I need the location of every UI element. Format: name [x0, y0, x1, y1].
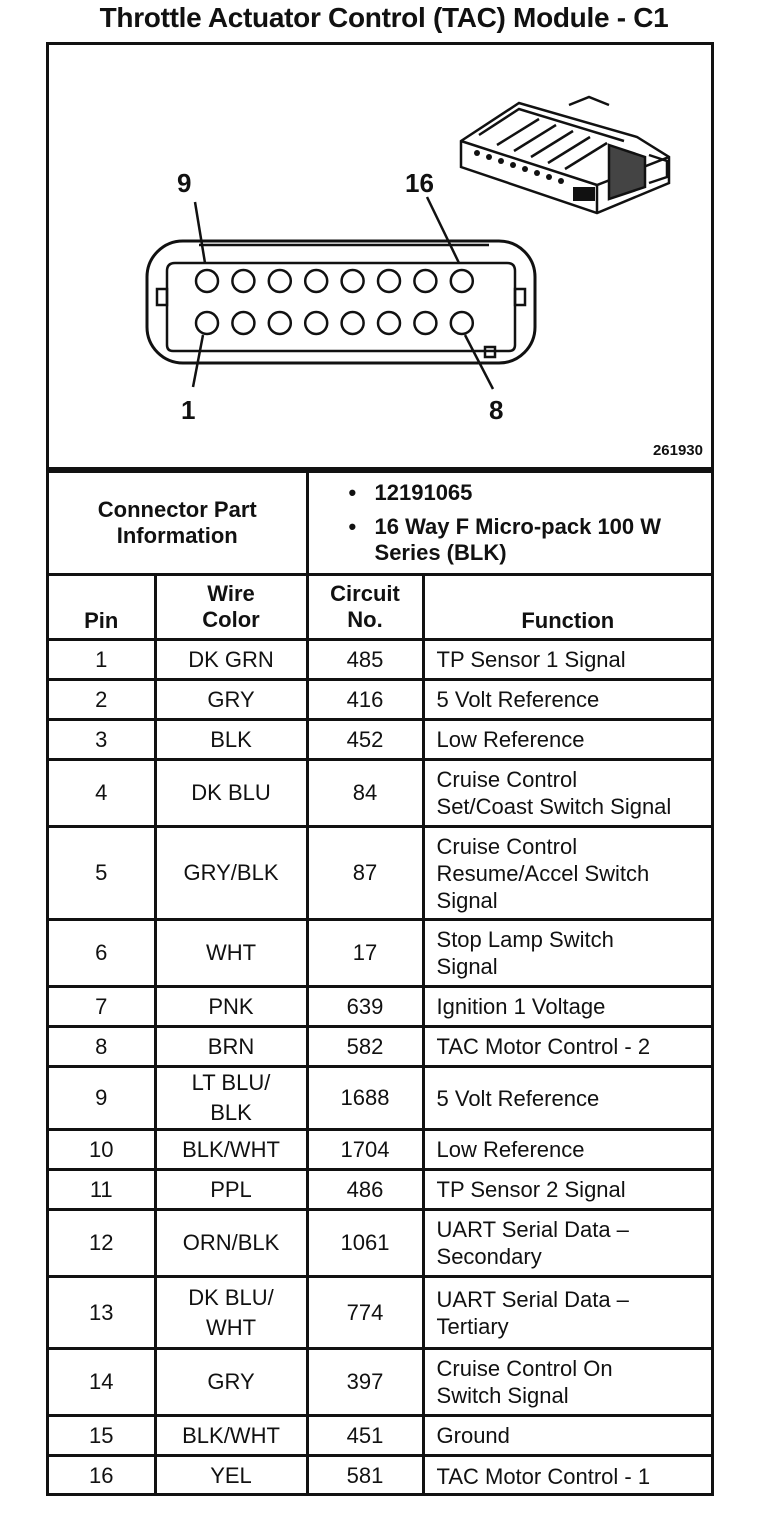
pin-cell: 14 — [49, 1349, 155, 1416]
wire-color-cell: PNK — [155, 987, 307, 1027]
pin-cell: 2 — [49, 680, 155, 720]
function-cell: Stop Lamp Switch Signal — [423, 920, 711, 987]
connector-description: • 16 Way F Micro-pack 100 W Series (BLK) — [349, 514, 712, 566]
table-row — [49, 987, 711, 1027]
pin-cell: 1 — [49, 640, 155, 680]
function-cell: Low Reference — [423, 1130, 711, 1170]
function-cell: Cruise Control On Switch Signal — [423, 1349, 711, 1416]
table-row — [49, 1067, 711, 1130]
table-row — [49, 1277, 711, 1349]
page-title: Throttle Actuator Control (TAC) Module - C1 — [99, 2, 669, 33]
pin-hole — [269, 270, 291, 292]
header-row — [49, 575, 711, 640]
circuit-cell: 485 — [307, 640, 423, 680]
pin-hole — [305, 270, 327, 292]
function-cell: Cruise Control Set/Coast Switch Signal — [423, 760, 711, 827]
connector-info-label: Connector Part Information — [49, 472, 307, 575]
function-cell: Ground — [423, 1416, 711, 1456]
table-row — [49, 680, 711, 720]
pin-label-8: 8 — [489, 395, 504, 425]
pin-cell: 8 — [49, 1027, 155, 1067]
function-cell: TAC Motor Control - 1 — [423, 1456, 711, 1496]
pin-cell: 15 — [49, 1416, 155, 1456]
wire-color-cell: BRN — [155, 1027, 307, 1067]
table-row — [49, 1027, 711, 1067]
connector-3d-sketch — [461, 97, 669, 213]
wire-color-cell: LT BLU/ BLK — [155, 1067, 307, 1130]
pin-cell: 7 — [49, 987, 155, 1027]
circuit-cell: 639 — [307, 987, 423, 1027]
pin-cell: 12 — [49, 1210, 155, 1277]
wire-color-cell: GRY — [155, 1349, 307, 1416]
wire-color-cell: BLK/WHT — [155, 1416, 307, 1456]
table-row — [49, 920, 711, 987]
circuit-cell: 774 — [307, 1277, 423, 1349]
circuit-cell: 486 — [307, 1170, 423, 1210]
circuit-cell: 87 — [307, 827, 423, 920]
pin-hole — [378, 312, 400, 334]
pin-hole — [305, 312, 327, 334]
wire-color-cell: DK BLU — [155, 760, 307, 827]
connector-drawing — [49, 45, 711, 467]
function-cell: TP Sensor 2 Signal — [423, 1170, 711, 1210]
table-row — [49, 720, 711, 760]
pin-hole — [269, 312, 291, 334]
circuit-cell: 1061 — [307, 1210, 423, 1277]
wire-color-cell: GRY/BLK — [155, 827, 307, 920]
pin-hole — [414, 270, 436, 292]
connector-sheet — [46, 42, 714, 1496]
pin-hole — [342, 270, 364, 292]
circuit-cell: 397 — [307, 1349, 423, 1416]
pin-hole — [451, 270, 473, 292]
circuit-cell: 452 — [307, 720, 423, 760]
table-row — [49, 1210, 711, 1277]
pin-hole — [196, 312, 218, 334]
connector-diagram — [49, 45, 711, 470]
wire-color-cell: GRY — [155, 680, 307, 720]
function-cell: 5 Volt Reference — [423, 680, 711, 720]
part-number: • 12191065 — [349, 480, 712, 506]
function-cell: Cruise Control Resume/Accel Switch Signal — [423, 827, 711, 920]
header-pin: Pin — [49, 575, 155, 640]
pin-cell: 11 — [49, 1170, 155, 1210]
wire-color-cell: DK GRN — [155, 640, 307, 680]
table-row — [49, 760, 711, 827]
pin-label-9: 9 — [177, 168, 192, 198]
table-row — [49, 1130, 711, 1170]
wire-color-cell: YEL — [155, 1456, 307, 1496]
pin-cell: 3 — [49, 720, 155, 760]
pin-hole — [378, 270, 400, 292]
header-circuit: Circuit No. — [307, 575, 423, 640]
circuit-cell: 1704 — [307, 1130, 423, 1170]
pin-cell: 6 — [49, 920, 155, 987]
connector-info-row — [49, 472, 711, 575]
pin-cell: 9 — [49, 1067, 155, 1130]
circuit-cell: 581 — [307, 1456, 423, 1496]
function-cell: 5 Volt Reference — [423, 1067, 711, 1130]
circuit-cell: 451 — [307, 1416, 423, 1456]
function-cell: Ignition 1 Voltage — [423, 987, 711, 1027]
pin-leader-lines — [193, 197, 493, 389]
wire-color-cell: WHT — [155, 920, 307, 987]
pinout-table — [49, 470, 711, 1496]
pin-hole — [451, 312, 473, 334]
table-row — [49, 1349, 711, 1416]
pin-label-16: 16 — [405, 168, 434, 198]
circuit-cell: 582 — [307, 1027, 423, 1067]
circuit-cell: 416 — [307, 680, 423, 720]
circuit-cell: 84 — [307, 760, 423, 827]
header-wire-color: Wire Color — [155, 575, 307, 640]
wire-color-cell: DK BLU/ WHT — [155, 1277, 307, 1349]
function-cell: Low Reference — [423, 720, 711, 760]
circuit-cell: 17 — [307, 920, 423, 987]
function-cell: TAC Motor Control - 2 — [423, 1027, 711, 1067]
pin-hole — [232, 312, 254, 334]
pin-cell: 10 — [49, 1130, 155, 1170]
wire-color-cell: PPL — [155, 1170, 307, 1210]
pin-cell: 5 — [49, 827, 155, 920]
circuit-cell: 1688 — [307, 1067, 423, 1130]
pin-cell: 16 — [49, 1456, 155, 1496]
pin-hole — [196, 270, 218, 292]
connector-pin-holes — [196, 270, 473, 334]
connector-info-value — [307, 472, 711, 575]
table-row — [49, 1456, 711, 1496]
table-row — [49, 827, 711, 920]
pin-hole — [232, 270, 254, 292]
image-id: 261930 — [652, 442, 703, 459]
pin-label-1: 1 — [181, 395, 196, 425]
table-row — [49, 640, 711, 680]
pin-cell: 4 — [49, 760, 155, 827]
pin-hole — [414, 312, 436, 334]
wire-color-cell: ORN/BLK — [155, 1210, 307, 1277]
wire-color-cell: BLK — [155, 720, 307, 760]
wire-color-cell: BLK/WHT — [155, 1130, 307, 1170]
function-cell: UART Serial Data – Secondary — [423, 1210, 711, 1277]
pin-hole — [342, 312, 364, 334]
pin-cell: 13 — [49, 1277, 155, 1349]
header-function: Function — [423, 575, 711, 640]
function-cell: TP Sensor 1 Signal — [423, 640, 711, 680]
table-row — [49, 1416, 711, 1456]
table-row — [49, 1170, 711, 1210]
function-cell: UART Serial Data – Tertiary — [423, 1277, 711, 1349]
